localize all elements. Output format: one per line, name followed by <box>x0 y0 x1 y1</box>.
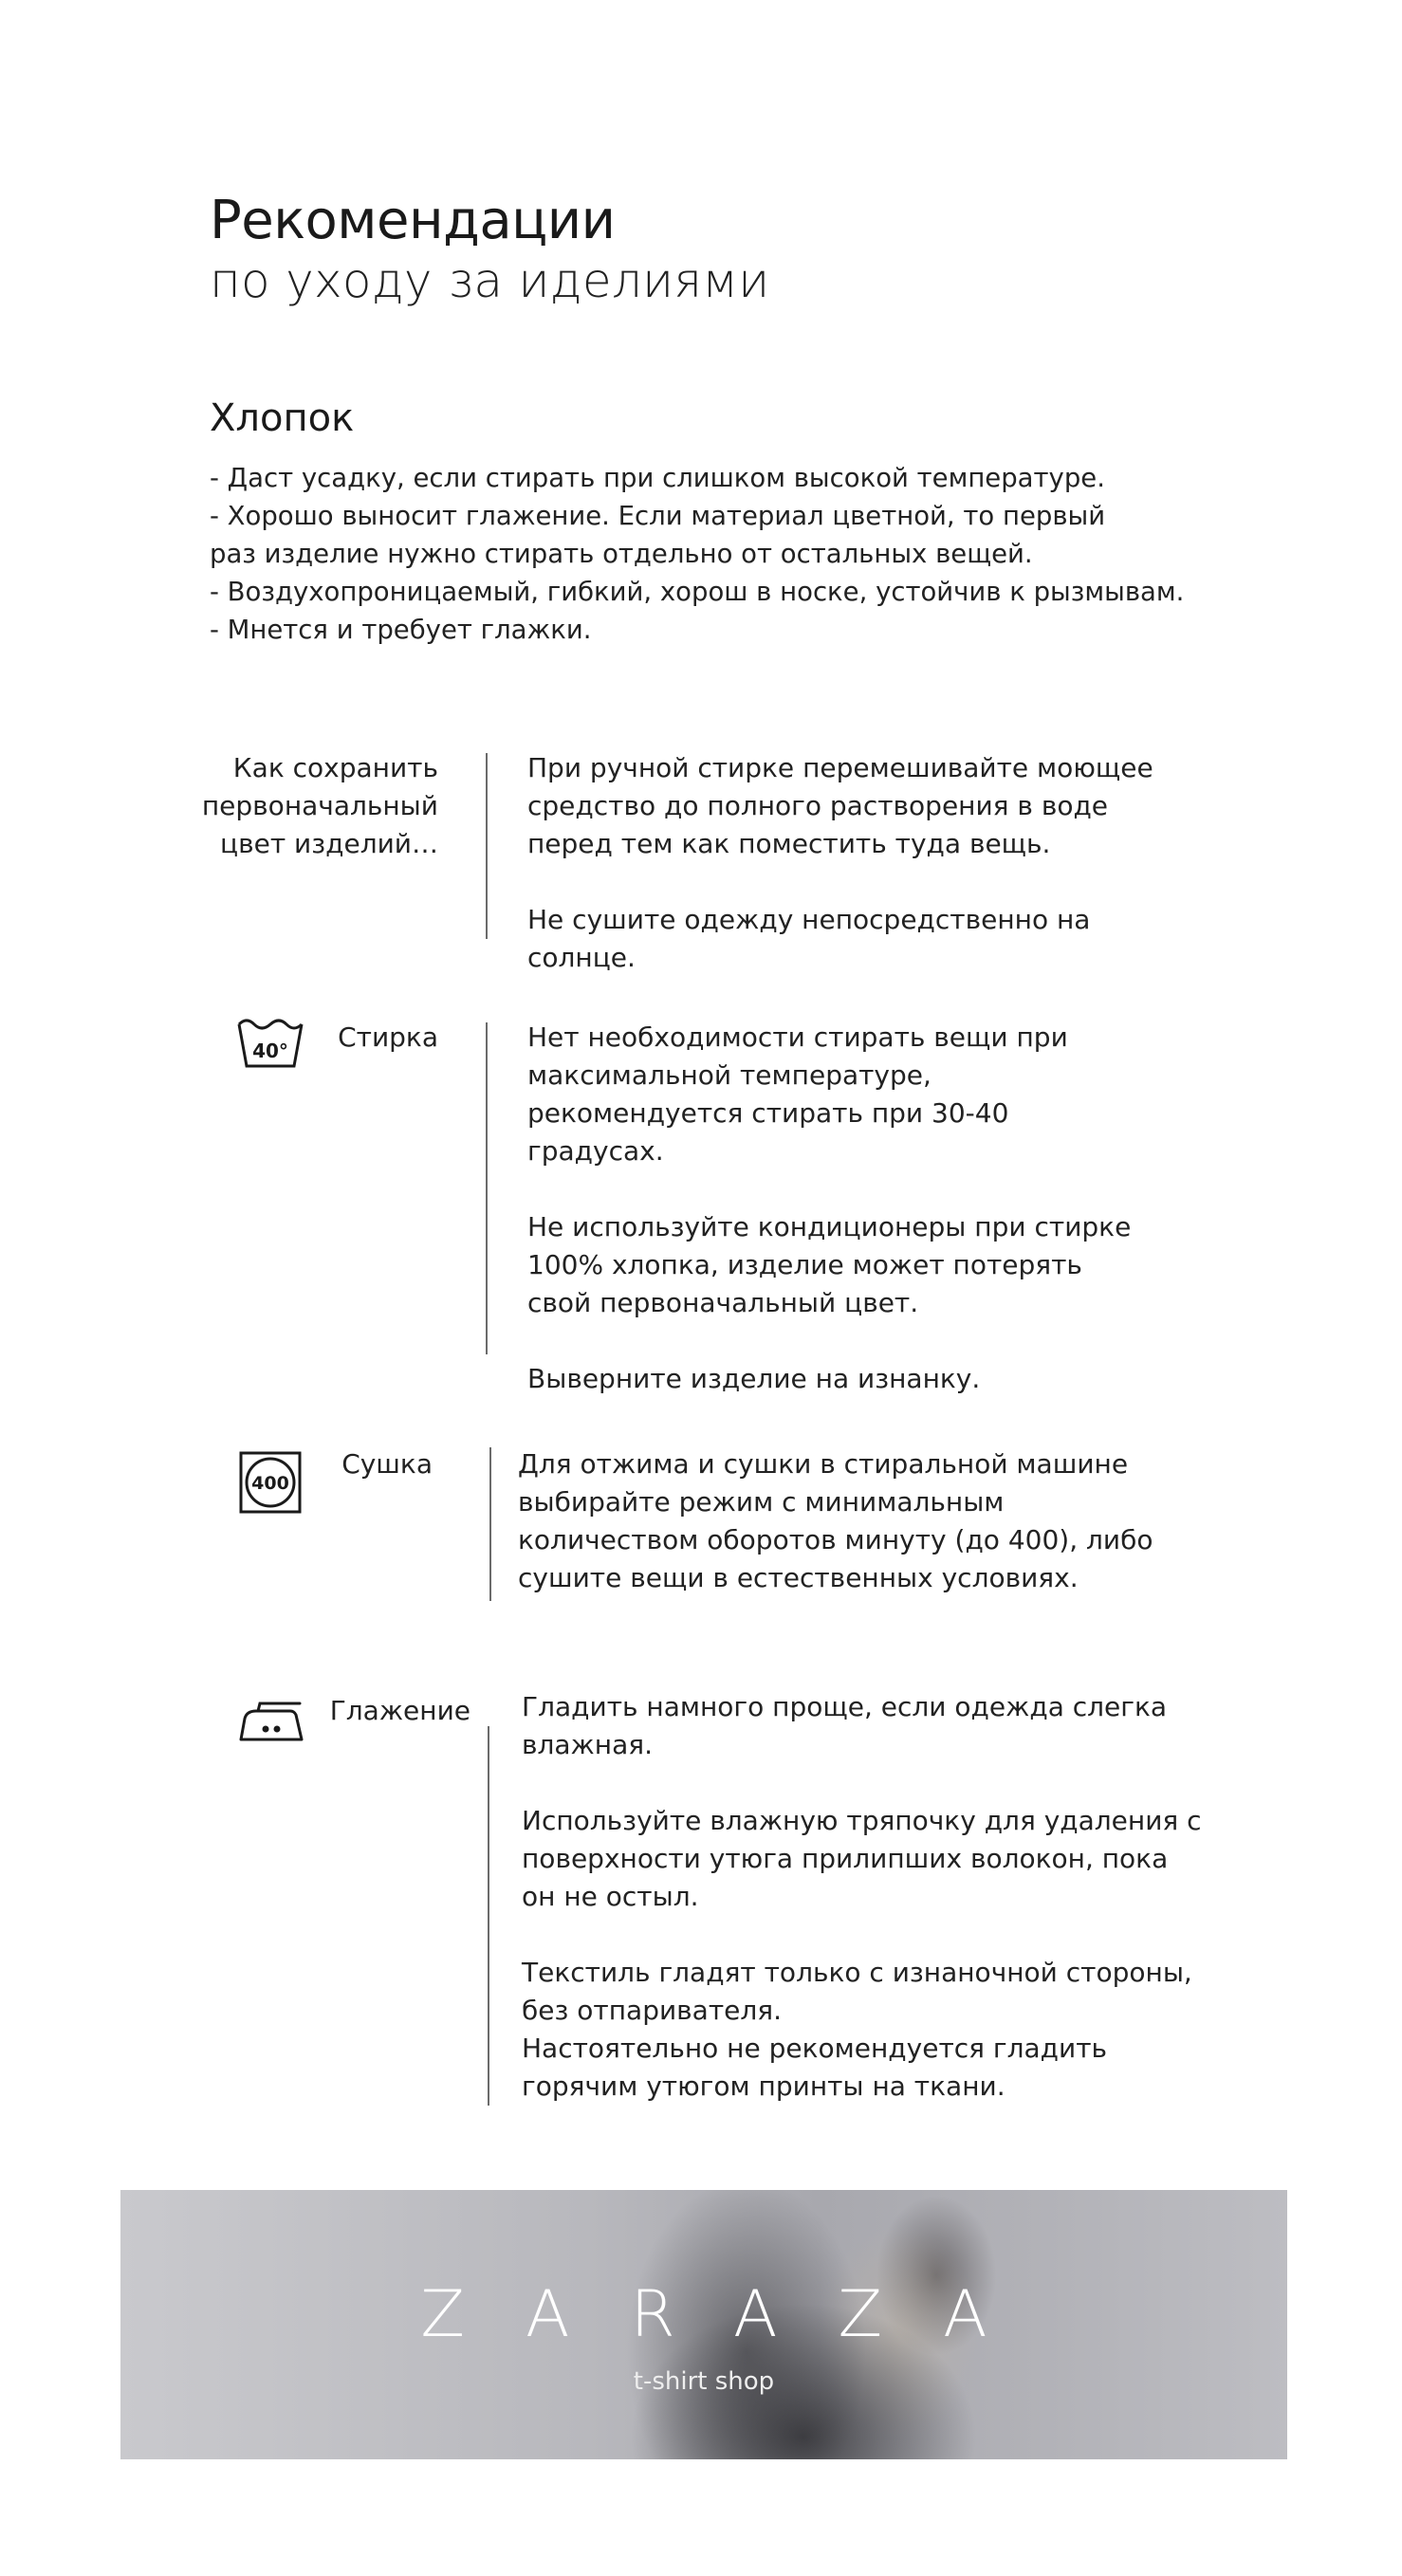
iron-icon <box>237 1698 307 1745</box>
brand-tagline: t-shirt shop <box>633 2367 775 2396</box>
material-note: - Даст усадку, если стирать при слишком высокой температуре. <box>210 463 1105 493</box>
ironing-text <box>522 1688 1205 2106</box>
tumble-dry-400-icon <box>239 1451 302 1514</box>
page-title: Рекомендации <box>210 190 616 251</box>
ironing-label: Глажение <box>329 1695 470 1726</box>
washing-label: Стирка <box>338 1021 438 1053</box>
ironing-paragraph: Текстиль гладят только с изнаночной стороны, без отпаривателя. Настоятельно не рекомендуется гладить горячим утюгом принты на ткани. <box>522 1957 1192 2102</box>
color-care-text <box>527 749 1182 977</box>
material-notes <box>210 459 1234 649</box>
color-care-paragraph: При ручной стирке перемешивайте моющее средство до полного растворения в воде перед тем как поместить туда вещь. <box>527 752 1153 859</box>
wash-temperature-text: 40° <box>252 1040 288 1062</box>
section-divider <box>486 1022 488 1354</box>
material-note: - Мнется и требует глажки. <box>210 615 592 645</box>
material-note: раз изделие нужно стирать отдельно от остальных вещей. <box>210 539 1033 569</box>
material-note: - Хорошо выносит глажение. Если материал цветной, то первый <box>210 501 1106 531</box>
color-care-label: Как сохранить первоначальный цвет изделий… <box>201 752 438 859</box>
section-divider <box>486 753 488 939</box>
section-divider <box>489 1447 491 1601</box>
material-note: - Воздухопроницаемый, гибкий, хорош в носке, устойчив к рызмывам. <box>210 577 1185 607</box>
drying-paragraph: Для отжима и сушки в стиральной машине выбирайте режим с минимальным количеством оборотов минуту (до 400), либо сушите вещи в естественных условиях. <box>518 1448 1153 1593</box>
color-care-paragraph: Не сушите одежду непосредственно на солнце. <box>527 904 1091 973</box>
drying-text <box>518 1445 1182 1597</box>
wash-40-icon <box>237 1015 304 1072</box>
material-heading: Хлопок <box>210 396 355 440</box>
page-subtitle: по уходу за иделиями <box>210 253 770 308</box>
brand-banner <box>120 2190 1287 2459</box>
washing-paragraph: Нет необходимости стирать вещи при максимальной температуре, рекомендуется стирать при 30-40 градусах. <box>527 1021 1068 1167</box>
washing-paragraph: Выверните изделие на изнанку. <box>527 1363 981 1394</box>
drying-label: Сушка <box>341 1448 433 1480</box>
washing-paragraph: Не используйте кондиционеры при стирке 100% хлопка, изделие может потерять свой первоначальный цвет. <box>527 1211 1132 1318</box>
spin-speed-text: 400 <box>251 1473 289 1494</box>
section-divider <box>488 1726 489 2106</box>
washing-text <box>527 1019 1135 1398</box>
ironing-paragraph: Гладить намного проще, если одежда слегка влажная. <box>522 1691 1168 1760</box>
ironing-paragraph: Используйте влажную тряпочку для удаления с поверхности утюга прилипших волокон, пока он не остыл. <box>522 1805 1202 1912</box>
brand-logo: ZARAZA <box>420 2277 1048 2352</box>
